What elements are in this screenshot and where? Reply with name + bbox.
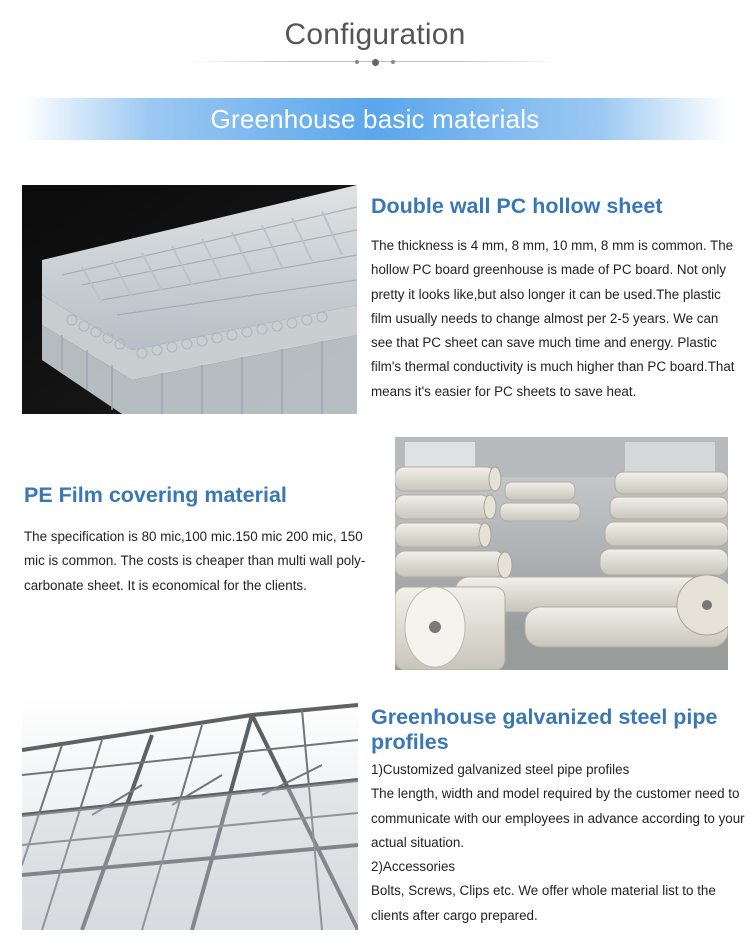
steel-pipe-title: Greenhouse galvanized steel pipe profiles (371, 705, 718, 754)
dot-ornament (372, 59, 379, 66)
steel-pipe-greenhouse-image (22, 695, 358, 930)
pe-film-description (24, 525, 382, 598)
banner-title: Greenhouse basic materials (210, 103, 540, 134)
section-banner (22, 98, 728, 140)
pc-hollow-sheet-image (22, 185, 357, 414)
steel-pipe-paragraph: The length, width and model required by the customer need to communicate with our employees in advance according to your actual situation. (371, 786, 745, 850)
pe-film-paragraph: The specification is 80 mic,100 mic.150 mic 200 mic, 150 mic is common. The costs is cheaper than multi wall poly-carbonate sheet. It is economical for the clients. (24, 529, 366, 593)
steel-pipe-subheading: 1)Customized galvanized steel pipe profiles (371, 762, 630, 777)
pc-sheet-paragraph: The thickness is 4 mm, 8 mm, 10 mm, 8 mm is common. The hollow PC board greenhouse is made of PC board. Not only pretty it looks like,but also longer it can be used.The plastic film usually needs to change almost per 2-5 years. We can see that PC sheet can save much time and energy. Plastic film's thermal conductivity is much higher than PC board.That means it's easier for PC sheets to save heat. (371, 238, 735, 399)
steel-pipe-description (371, 758, 745, 928)
accessories-paragraph: Bolts, Screws, Clips etc. We offer whole material list to the clients after cargo prepared. (371, 883, 716, 923)
pe-film-title: PE Film covering material (24, 483, 287, 507)
header (0, 18, 750, 52)
title-dots-ornament (355, 58, 395, 66)
page-title: Configuration (284, 18, 466, 51)
dot-ornament (355, 60, 359, 64)
pc-sheet-title: Double wall PC hollow sheet (371, 194, 663, 218)
pe-film-rolls-image (395, 437, 728, 670)
dot-ornament (391, 60, 395, 64)
accessories-subheading: 2)Accessories (371, 859, 456, 875)
pc-sheet-description (371, 234, 743, 404)
